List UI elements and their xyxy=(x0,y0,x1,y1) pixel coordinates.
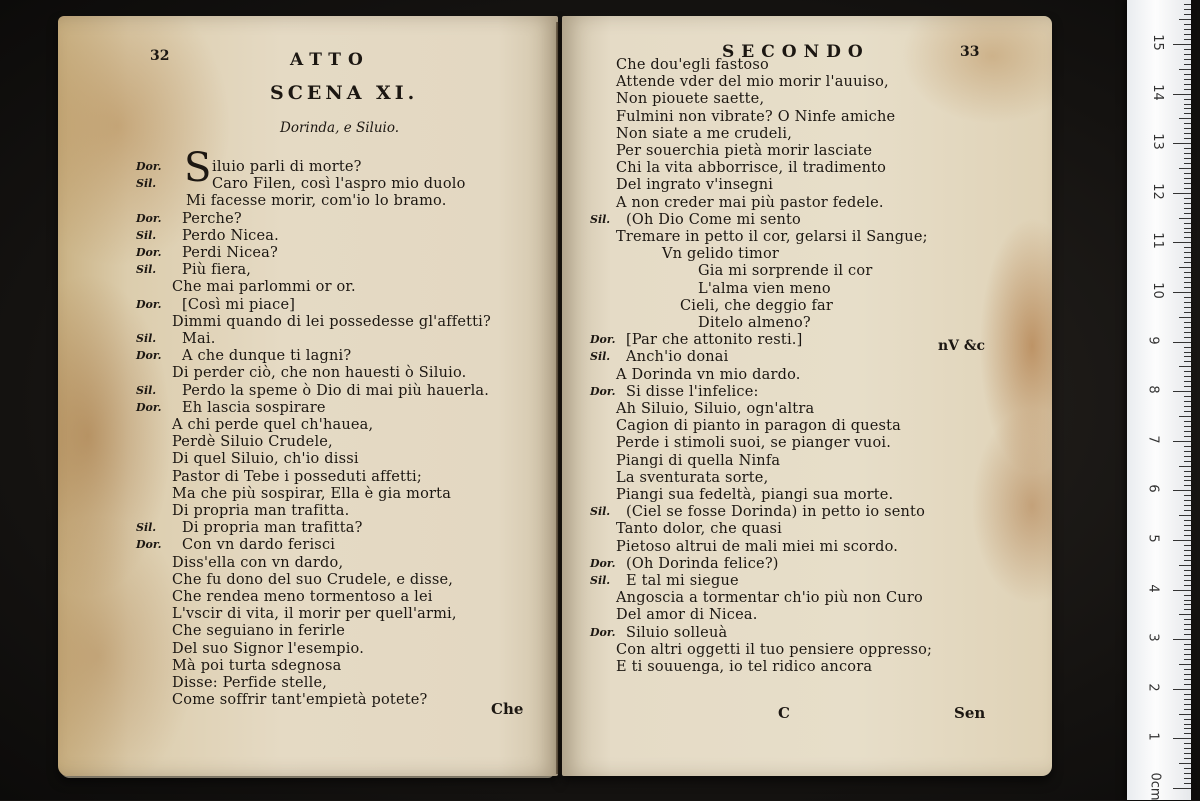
ruler-tick xyxy=(1184,421,1191,422)
verse-line: Ah Siluio, Siluio, ogn'altra xyxy=(616,401,815,417)
ruler-tick xyxy=(1184,14,1191,15)
speaker-label: Sil. xyxy=(590,574,611,587)
ruler-tick xyxy=(1184,232,1191,233)
page-number: 32 xyxy=(150,48,170,64)
right-page xyxy=(562,16,1052,776)
ruler-tick xyxy=(1173,490,1191,491)
verse-line: (Oh Dio Come mi sento xyxy=(626,211,801,228)
ruler-tick xyxy=(1184,133,1191,134)
ruler-tick xyxy=(1184,550,1191,551)
ruler-tick xyxy=(1184,411,1191,412)
ruler-tick xyxy=(1184,426,1191,427)
speaker-label: Sil. xyxy=(136,521,157,535)
speaker-label: Dor. xyxy=(136,246,162,259)
open-book xyxy=(58,16,1056,784)
ruler-tick xyxy=(1184,361,1191,362)
ruler-tick xyxy=(1184,471,1191,472)
verse-line: Di quel Siluio, ch'io dissi xyxy=(172,451,359,468)
ruler-tick xyxy=(1173,639,1191,640)
verse-line: Cagion di pianto in paragon di questa xyxy=(616,418,902,435)
ruler-tick xyxy=(1184,39,1191,40)
verse-line: [Par che attonito resti.] xyxy=(626,332,803,349)
verse-line: A che dunque ti lagni? xyxy=(182,348,352,365)
ruler-tick xyxy=(1173,44,1191,45)
ruler-tick xyxy=(1184,376,1191,377)
ruler-label: 10 xyxy=(1149,282,1165,299)
ruler-tick xyxy=(1184,188,1191,189)
ruler-tick xyxy=(1184,733,1191,734)
ruler-tick xyxy=(1173,242,1191,243)
ruler-tick xyxy=(1184,520,1191,521)
ruler-tick xyxy=(1184,54,1191,55)
verse-line: Anch'io donai xyxy=(626,349,729,366)
ruler-label: 11 xyxy=(1149,232,1165,250)
ruler-tick xyxy=(1179,565,1191,566)
speaker-label: Sil. xyxy=(136,228,157,242)
verse-line: Chi la vita abborrisce, il tradimento xyxy=(616,160,887,177)
verse-line: Caro Filen, così l'aspro mio duolo xyxy=(212,176,466,193)
ruler-tick xyxy=(1173,738,1191,739)
catchword: Che xyxy=(491,700,524,718)
ruler-tick xyxy=(1184,699,1191,700)
verse-line: Perche? xyxy=(182,210,242,227)
ruler-tick xyxy=(1179,168,1191,169)
ruler-label: 5 xyxy=(1145,534,1161,543)
margin-note: nV &c xyxy=(938,338,986,354)
verse-line: Di perder ciò, che non hauesti ò Siluio. xyxy=(172,365,467,382)
verse-line: Come soffrir tant'empietà potete? xyxy=(172,692,428,709)
ruler-label: 0cm xyxy=(1147,772,1163,801)
speaker-label: Sil. xyxy=(136,263,157,277)
ruler-tick xyxy=(1179,466,1191,467)
ruler-tick xyxy=(1184,585,1191,586)
speaker-label: Sil. xyxy=(136,383,157,397)
verse-line: Perdè Siluio Crudele, xyxy=(172,434,333,451)
ruler-tick xyxy=(1184,123,1191,124)
ruler-tick xyxy=(1184,555,1191,556)
ruler-tick xyxy=(1184,401,1191,402)
left-page xyxy=(58,16,558,776)
page-number: 33 xyxy=(960,44,980,60)
ruler-tick xyxy=(1179,218,1191,219)
verse-line: Piangi sua fedeltà, piangi sua morte. xyxy=(616,487,894,503)
speaker-label: Dor. xyxy=(590,333,616,347)
verse-line: Piangi di quella Ninfa xyxy=(616,452,781,469)
drop-cap: S xyxy=(184,145,212,191)
speaker-label: Sil. xyxy=(590,505,611,519)
ruler-tick xyxy=(1184,163,1191,164)
ruler-tick xyxy=(1184,783,1191,784)
speaker-label: Sil. xyxy=(590,212,611,226)
ruler-tick xyxy=(1184,386,1191,387)
verse-line: Disse: Perfide stelle, xyxy=(172,675,328,691)
catchword: Sen xyxy=(954,704,986,722)
ruler-tick xyxy=(1184,495,1191,496)
speaker-label: Dor. xyxy=(136,297,162,311)
ruler-tick xyxy=(1184,228,1191,229)
verse-line: Più fiera, xyxy=(182,262,252,279)
verse-line: Pietoso altrui de mali miei mi scordo. xyxy=(616,538,899,555)
speaker-label: Sil. xyxy=(590,350,611,364)
verse-line: Del ingrato v'insegni xyxy=(616,177,774,194)
verse-line: Pastor di Tebe i posseduti affetti; xyxy=(172,468,422,485)
ruler-tick xyxy=(1184,29,1191,30)
ruler-tick xyxy=(1184,773,1191,774)
verse-line: Del suo Signor l'esempio. xyxy=(172,640,365,657)
verse-line: Attende vder del mio morir l'auuiso, xyxy=(616,74,889,91)
ruler-label: 12 xyxy=(1149,183,1165,200)
scene-characters: Dorinda, e Siluio. xyxy=(280,120,400,136)
verse-line: [Così mi piace] xyxy=(182,296,296,313)
verse-line: iluio parli di morte? xyxy=(212,159,362,175)
verse-line: (Ciel se fosse Dorinda) in petto io sento xyxy=(626,504,926,521)
ruler-label: 9 xyxy=(1145,335,1161,345)
verse-line: Mai. xyxy=(182,331,216,347)
verse-line: Vn gelido timor xyxy=(662,246,780,263)
ruler-tick xyxy=(1179,317,1191,318)
verse-line: Con altri oggetti il tuo pensiere oppresso; xyxy=(616,641,933,658)
ruler-tick xyxy=(1184,609,1191,610)
ruler-tick xyxy=(1179,763,1191,764)
ruler-tick xyxy=(1184,535,1191,536)
verse-line: Angoscia a tormentar ch'io più non Curo xyxy=(616,590,923,607)
ruler-tick xyxy=(1184,451,1191,452)
verse-line: Mà poi turta sdegnosa xyxy=(172,657,342,674)
ruler-tick xyxy=(1173,193,1191,194)
verse-line: Eh lascia sospirare xyxy=(182,399,326,416)
ruler-label: 6 xyxy=(1145,484,1161,494)
ruler-tick xyxy=(1184,525,1191,526)
ruler-tick xyxy=(1184,74,1191,75)
speaker-label: Sil. xyxy=(136,177,157,191)
verse-line: L'alma vien meno xyxy=(698,280,831,297)
verse-line: Fulmini non vibrate? O Ninfe amiche xyxy=(616,108,896,125)
ruler-tick xyxy=(1184,327,1191,328)
ruler-tick xyxy=(1184,208,1191,209)
ruler-tick xyxy=(1184,153,1191,154)
verse-line: (Oh Dorinda felice?) xyxy=(626,555,779,572)
ruler-tick xyxy=(1173,788,1191,789)
ruler-tick xyxy=(1184,480,1191,481)
ruler-label: 3 xyxy=(1145,633,1161,642)
ruler-tick xyxy=(1184,287,1191,288)
ruler-tick xyxy=(1179,416,1191,417)
ruler-tick xyxy=(1179,118,1191,119)
verse-line: L'vscir di vita, il morir per quell'armi, xyxy=(172,606,457,623)
ruler-tick xyxy=(1184,99,1191,100)
measuring-ruler xyxy=(1127,0,1191,800)
ruler-tick xyxy=(1184,778,1191,779)
verse-line: E ti souuenga, io tel ridico ancora xyxy=(616,659,873,675)
ruler-tick xyxy=(1184,595,1191,596)
verse-line: Di propria man trafitta. xyxy=(172,503,350,519)
ruler-tick xyxy=(1184,485,1191,486)
ruler-tick xyxy=(1184,505,1191,506)
verse-line: Ma che più sospirar, Ella è gia morta xyxy=(172,485,452,502)
verse-line: Non piouete saette, xyxy=(616,91,765,108)
ruler-tick xyxy=(1184,669,1191,670)
verse-line: Mi facesse morir, com'io lo bramo. xyxy=(186,193,447,210)
ruler-label: 2 xyxy=(1145,683,1161,692)
ruler-tick xyxy=(1184,456,1191,457)
ruler-tick xyxy=(1184,704,1191,705)
verse-line: Perdo la speme ò Dio di mai più hauerla. xyxy=(182,382,490,399)
ruler-tick xyxy=(1184,356,1191,357)
ruler-tick xyxy=(1184,768,1191,769)
running-head: ATTO xyxy=(290,50,370,70)
ruler-tick xyxy=(1184,575,1191,576)
ruler-tick xyxy=(1184,272,1191,273)
ruler-tick xyxy=(1184,59,1191,60)
ruler-tick xyxy=(1179,664,1191,665)
ruler-tick xyxy=(1184,570,1191,571)
ruler-label: 15 xyxy=(1149,34,1165,51)
verse-line: Perde i stimoli suoi, se pianger vuoi. xyxy=(616,435,892,452)
ruler-tick xyxy=(1184,173,1191,174)
ruler-tick xyxy=(1184,674,1191,675)
ruler-tick xyxy=(1179,515,1191,516)
verse-line: Cieli, che deggio far xyxy=(680,297,834,314)
ruler-tick xyxy=(1184,113,1191,114)
ruler-tick xyxy=(1184,64,1191,65)
ruler-tick xyxy=(1179,614,1191,615)
speaker-label: Sil. xyxy=(136,332,157,345)
ruler-tick xyxy=(1184,758,1191,759)
ruler-tick xyxy=(1184,649,1191,650)
speaker-label: Dor. xyxy=(136,211,162,225)
ruler-tick xyxy=(1184,223,1191,224)
speaker-label: Dor. xyxy=(136,538,162,552)
ruler-tick xyxy=(1179,69,1191,70)
speaker-label: Dor. xyxy=(136,400,162,414)
ruler-label: 14 xyxy=(1149,83,1165,101)
ruler-tick xyxy=(1173,94,1191,95)
ruler-tick xyxy=(1184,476,1191,477)
ruler-tick xyxy=(1173,590,1191,591)
speaker-label: Dor. xyxy=(136,349,162,363)
ruler-tick xyxy=(1184,719,1191,720)
ruler-tick xyxy=(1184,724,1191,725)
ruler-tick xyxy=(1184,183,1191,184)
ruler-tick xyxy=(1184,307,1191,308)
ruler-tick xyxy=(1184,371,1191,372)
ruler-tick xyxy=(1184,247,1191,248)
ruler-tick xyxy=(1184,322,1191,323)
verse-line: Perdi Nicea? xyxy=(182,245,278,261)
ruler-tick xyxy=(1179,19,1191,20)
verse-line: Che seguiano in ferirle xyxy=(172,623,346,640)
ruler-tick xyxy=(1184,332,1191,333)
ruler-tick xyxy=(1184,654,1191,655)
running-head: SECONDO xyxy=(722,42,870,62)
verse-line: La sventurata sorte, xyxy=(616,469,769,486)
ruler-tick xyxy=(1184,297,1191,298)
ruler-tick xyxy=(1184,634,1191,635)
ruler-tick xyxy=(1184,510,1191,511)
ruler-tick xyxy=(1184,89,1191,90)
ruler-tick xyxy=(1184,337,1191,338)
ruler-tick xyxy=(1184,679,1191,680)
ruler-tick xyxy=(1184,431,1191,432)
ruler-tick xyxy=(1184,178,1191,179)
ruler-tick xyxy=(1184,709,1191,710)
verse-line: Di propria man trafitta? xyxy=(182,520,363,537)
ruler-tick xyxy=(1184,49,1191,50)
ruler-tick xyxy=(1184,545,1191,546)
ruler-tick xyxy=(1184,381,1191,382)
ruler-tick xyxy=(1184,629,1191,630)
ruler-tick xyxy=(1184,446,1191,447)
verse-line: Dimmi quando di lei possedesse gl'affetti? xyxy=(172,313,491,330)
ruler-tick xyxy=(1173,143,1191,144)
ruler-tick xyxy=(1184,619,1191,620)
ruler-tick xyxy=(1184,4,1191,5)
ruler-tick xyxy=(1184,34,1191,35)
ruler-tick xyxy=(1184,560,1191,561)
ruler-tick xyxy=(1184,302,1191,303)
ruler-tick xyxy=(1173,342,1191,343)
verse-line: E tal mi siegue xyxy=(626,573,739,589)
verse-line: A chi perde quel ch'hauea, xyxy=(172,417,374,433)
ruler-tick xyxy=(1184,24,1191,25)
ruler-tick xyxy=(1184,500,1191,501)
ruler-tick xyxy=(1184,659,1191,660)
ruler-tick xyxy=(1184,748,1191,749)
speaker-label: Dor. xyxy=(590,384,616,398)
verse-line: A non creder mai più pastor fedele. xyxy=(616,194,884,211)
ruler-tick xyxy=(1179,267,1191,268)
verse-line: Per souerchia pietà morir lasciate xyxy=(616,143,873,159)
ruler-tick xyxy=(1184,158,1191,159)
ruler-tick xyxy=(1179,366,1191,367)
verse-line: Del amor di Nicea. xyxy=(616,607,758,624)
signature-mark: C xyxy=(778,704,790,722)
ruler-tick xyxy=(1184,282,1191,283)
ruler-label: 13 xyxy=(1149,133,1165,150)
ruler-label: 7 xyxy=(1145,435,1161,444)
scene-title: SCENA XI. xyxy=(270,82,419,104)
ruler-tick xyxy=(1184,198,1191,199)
verse-line: Perdo Nicea. xyxy=(182,227,279,244)
verse-line: Che dou'egli fastoso xyxy=(616,57,769,73)
speaker-label: Dor. xyxy=(590,625,616,639)
ruler-tick xyxy=(1184,347,1191,348)
ruler-tick xyxy=(1184,262,1191,263)
ruler-tick xyxy=(1184,203,1191,204)
ruler-tick xyxy=(1184,352,1191,353)
ruler-tick xyxy=(1184,277,1191,278)
ruler-tick xyxy=(1179,714,1191,715)
speaker-label: Dor. xyxy=(590,556,616,570)
ruler-tick xyxy=(1173,292,1191,293)
verse-line: Gia mi sorprende il cor xyxy=(698,263,873,280)
ruler-tick xyxy=(1173,391,1191,392)
ruler-tick xyxy=(1184,530,1191,531)
ruler-tick xyxy=(1184,128,1191,129)
ruler-tick xyxy=(1184,644,1191,645)
verse-line: Siluio solleuà xyxy=(626,624,728,641)
ruler-label: 1 xyxy=(1145,732,1161,742)
ruler-tick xyxy=(1184,9,1191,10)
verse-line: Con vn dardo ferisci xyxy=(182,537,336,554)
ruler-tick xyxy=(1184,104,1191,105)
ruler-tick xyxy=(1184,461,1191,462)
ruler-label: 8 xyxy=(1145,385,1161,394)
ruler-tick xyxy=(1184,312,1191,313)
ruler-tick xyxy=(1184,684,1191,685)
ruler-tick xyxy=(1184,84,1191,85)
verse-line: Tanto dolor, che quasi xyxy=(616,521,783,538)
speaker-label: Dor. xyxy=(136,160,162,173)
ruler-tick xyxy=(1184,396,1191,397)
verse-line: Che mai parlommi or or. xyxy=(172,279,356,296)
ruler-tick xyxy=(1184,257,1191,258)
ruler-tick xyxy=(1184,743,1191,744)
ruler-tick xyxy=(1184,600,1191,601)
ruler-tick xyxy=(1184,108,1191,109)
ruler-tick xyxy=(1184,148,1191,149)
verse-line: Non siate a me crudeli, xyxy=(616,125,793,142)
ruler-tick xyxy=(1173,540,1191,541)
ruler-tick xyxy=(1184,436,1191,437)
ruler-tick xyxy=(1173,441,1191,442)
ruler-label: 4 xyxy=(1145,583,1161,593)
ruler-tick xyxy=(1184,79,1191,80)
ruler-tick xyxy=(1184,406,1191,407)
verse-line: A Dorinda vn mio dardo. xyxy=(616,366,801,383)
ruler-tick xyxy=(1184,624,1191,625)
verse-line: Che rendea meno tormentoso a lei xyxy=(172,589,433,605)
ruler-tick xyxy=(1184,694,1191,695)
ruler-tick xyxy=(1184,604,1191,605)
ruler-tick xyxy=(1184,252,1191,253)
verse-line: Che fu dono del suo Crudele, e disse, xyxy=(172,571,454,588)
ruler-tick xyxy=(1184,213,1191,214)
verse-line: Diss'ella con vn dardo, xyxy=(172,554,344,571)
ruler-tick xyxy=(1173,689,1191,690)
verse-line: Ditelo almeno? xyxy=(698,315,811,331)
verse-line: Tremare in petto il cor, gelarsi il Sangue; xyxy=(616,229,928,245)
ruler-tick xyxy=(1184,138,1191,139)
ruler-tick xyxy=(1184,237,1191,238)
ruler-tick xyxy=(1184,580,1191,581)
verse-line: Si disse l'infelice: xyxy=(626,383,759,400)
ruler-tick xyxy=(1184,753,1191,754)
ruler-tick xyxy=(1184,728,1191,729)
